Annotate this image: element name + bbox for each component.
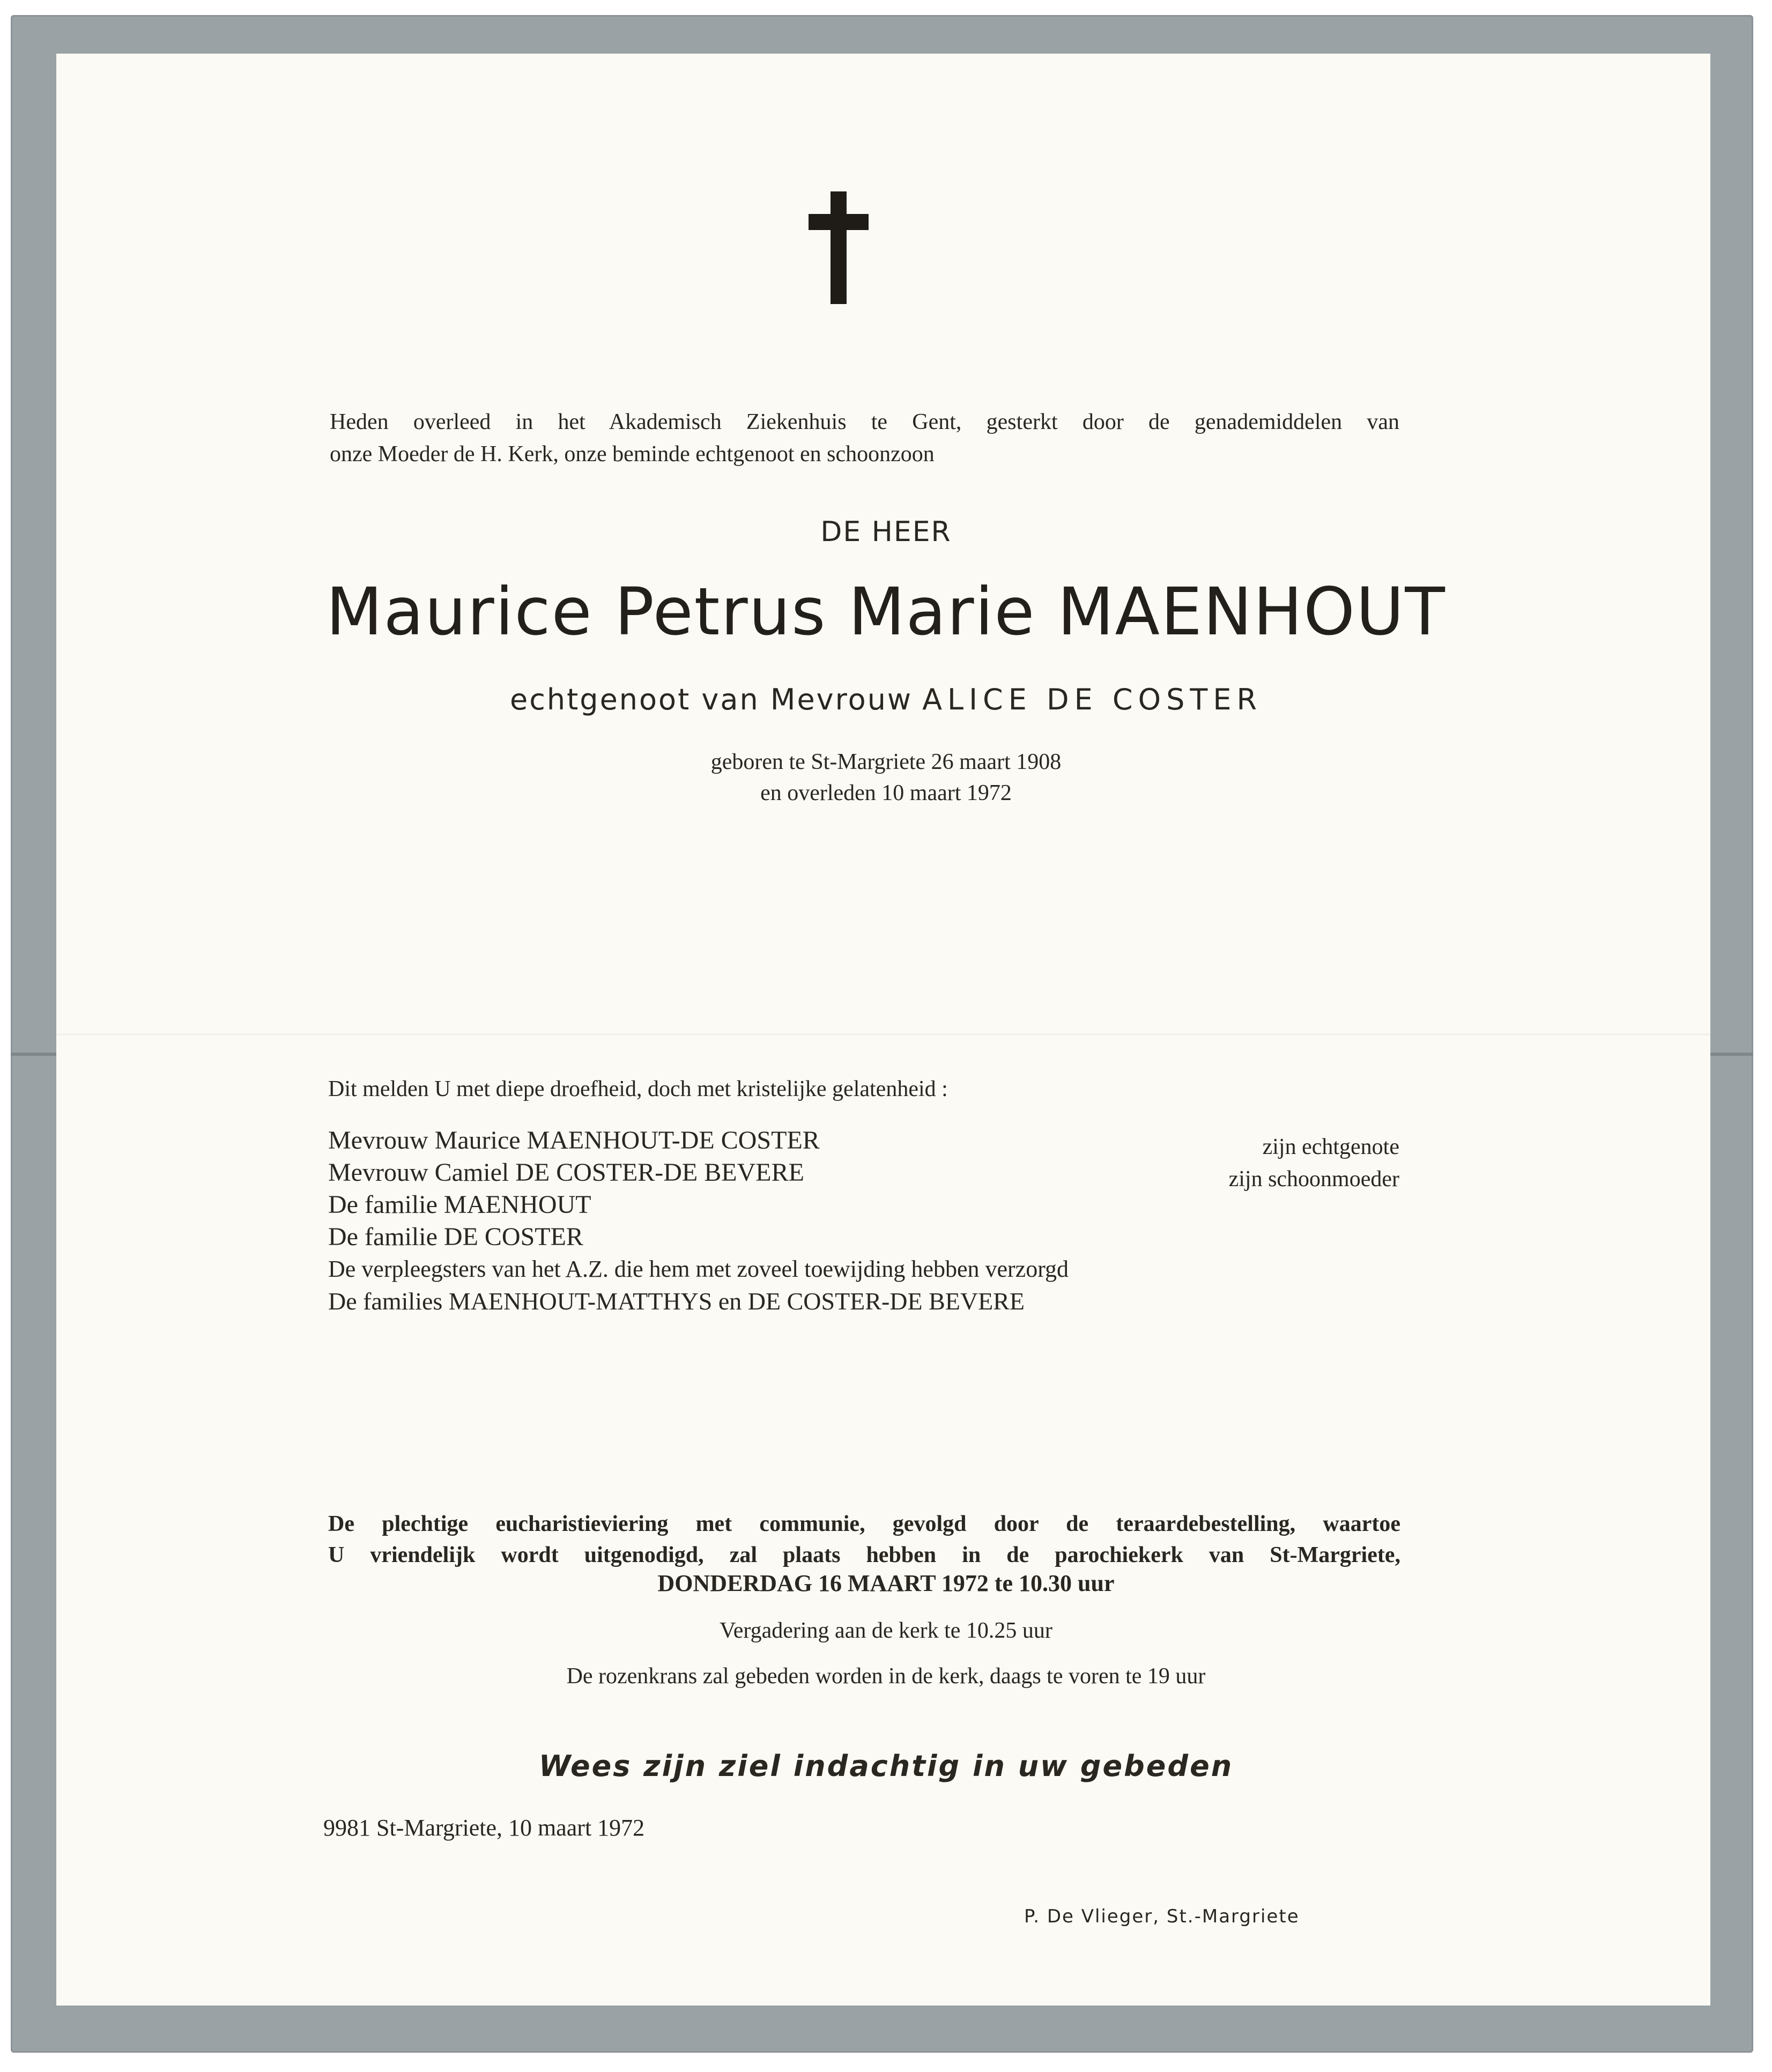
death-line: en overleden 10 maart 1972: [760, 781, 1012, 805]
place-date: 9981 St-Margriete, 10 maart 1972: [323, 1815, 645, 1841]
gathering-time: Vergadering aan de kerk te 10.25 uur: [720, 1618, 1052, 1643]
service-date: DONDERDAG 16 MAART 1972 te 10.30 uur: [657, 1570, 1115, 1596]
relation-echtgenote: zijn echtgenote: [1262, 1135, 1399, 1159]
family-member: De familie DE COSTER: [328, 1223, 583, 1251]
family-member: De verpleegsters van het A.Z. die hem met zoveel toewijding hebben verzorgd: [328, 1256, 1069, 1282]
family-list: [328, 1124, 1069, 1318]
deceased-name: Maurice Petrus Marie MAENHOUT: [326, 574, 1446, 650]
prayer-line: Wees zijn ziel indachtig in uw gebeden: [538, 1749, 1234, 1783]
family-member: De families MAENHOUT-MATTHYS en DE COSTER-DE BEVERE: [328, 1287, 1025, 1315]
relation-schoonmoeder: zijn schoonmoeder: [1228, 1167, 1399, 1192]
card-paper: [56, 54, 1710, 2006]
family-member: Mevrouw Maurice MAENHOUT-DE COSTER: [328, 1126, 820, 1155]
family-member: Mevrouw Camiel DE COSTER-DE BEVERE: [328, 1158, 804, 1187]
birth-line: geboren te St-Margriete 26 maart 1908: [710, 750, 1062, 774]
spouse-name: ALICE DE COSTER: [922, 683, 1263, 716]
spouse-prefix: echtgenoot van Mevrouw: [509, 683, 913, 716]
announcement: Dit melden U met diepe droefheid, doch met kristelijke gelatenheid :: [328, 1077, 948, 1101]
family-member: De familie MAENHOUT: [328, 1190, 591, 1219]
spouse-line: [0, 683, 1772, 716]
rosary-notice: De rozenkrans zal gebeden worden in de kerk, daags te voren te 19 uur: [566, 1664, 1206, 1689]
cross-icon: [809, 191, 869, 304]
fold-line: [56, 1034, 1710, 1035]
printer-credit: P. De Vlieger, St.-Margriete: [1024, 1906, 1300, 1927]
service-line-1: De plechtige eucharistieviering met communie, gevolgd door de teraardebestelling, waartoe: [328, 1512, 1400, 1536]
intro-line-1: Heden overleed in het Akademisch Ziekenhuis te Gent, gesterkt door de genademiddelen van: [330, 410, 1399, 434]
title-de-heer: DE HEER: [820, 516, 952, 548]
service-line-2: U vriendelijk wordt uitgenodigd, zal plaats hebben in de parochiekerk van St-Margriete,: [328, 1543, 1400, 1567]
intro-line-2: onze Moeder de H. Kerk, onze beminde echtgenoot en schoonzoon: [330, 442, 935, 467]
